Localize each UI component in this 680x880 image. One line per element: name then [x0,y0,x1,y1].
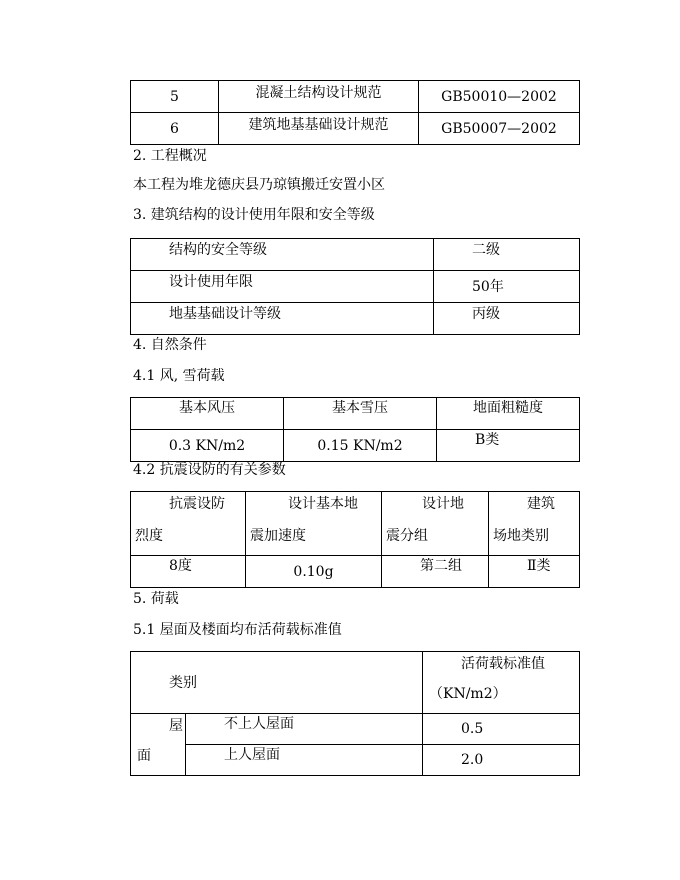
section-heading-5-1: 5.1 屋面及楼面均布活荷载标准值 [133,622,342,638]
table-row [131,239,580,271]
code-name: 建筑地基基础设计规范 [219,113,419,145]
safety-table [130,238,580,335]
section-heading-4: 4. 自然条件 [133,337,207,353]
wind-snow-value: 0.15 KN/m2 [284,430,437,462]
live-load-table [130,651,580,776]
code-no: 6 [131,113,219,145]
wind-snow-header: 基本风压 [131,398,284,430]
seismic-header-line1: 设计基本地 [288,496,358,512]
load-category-header: 类别 [131,652,423,714]
section-heading-3: 3. 建筑结构的设计使用年限和安全等级 [133,207,375,223]
table-row [131,430,580,462]
table-row [131,81,580,113]
section-heading-5: 5. 荷载 [133,591,179,607]
load-item-value: 2.0 [423,745,580,776]
load-value-header-line1: 活荷载标准值 [461,656,545,672]
project-overview-text: 本工程为堆龙德庆县乃琼镇搬迁安置小区 [133,177,385,193]
safety-value: 50年 [434,271,580,303]
load-value-header-line2: （KN/m2） [429,686,507,702]
seismic-table [130,491,580,588]
seismic-header [246,492,382,556]
section-heading-4-2: 4.2 抗震设防的有关参数 [133,462,286,478]
safety-label: 设计使用年限 [131,271,434,303]
wind-snow-value: 0.3 KN/m2 [131,430,284,462]
table-row [131,271,580,303]
code-number: GB50010—2002 [419,81,580,113]
seismic-value: 8度 [131,556,246,588]
table-row [131,714,580,745]
code-name: 混凝土结构设计规范 [219,81,419,113]
section-heading-2: 2. 工程概况 [133,148,207,164]
safety-label: 地基基础设计等级 [131,303,434,335]
seismic-header-line2: 场地类别 [493,528,549,544]
seismic-value: 0.10g [246,556,382,588]
code-number: GB50007—2002 [419,113,580,145]
seismic-value: 第二组 [382,556,489,588]
load-group-cell [131,714,186,776]
seismic-header [489,492,580,556]
safety-value: 二级 [434,239,580,271]
load-item-label: 不上人屋面 [186,714,423,745]
load-group-line1: 屋 [169,718,183,734]
seismic-header-line2: 烈度 [135,528,163,544]
wind-snow-table [130,397,580,462]
seismic-header-line2: 震加速度 [250,528,306,544]
table-row [131,113,580,145]
seismic-header-line1: 抗震设防 [169,496,225,512]
load-group-line2: 面 [137,748,151,764]
safety-label: 结构的安全等级 [131,239,434,271]
load-item-value: 0.5 [423,714,580,745]
table-row [131,556,580,588]
code-no: 5 [131,81,219,113]
wind-snow-header: 基本雪压 [284,398,437,430]
table-row [131,398,580,430]
seismic-header [382,492,489,556]
table-row [131,745,580,776]
safety-value: 丙级 [434,303,580,335]
table-row [131,303,580,335]
load-item-label: 上人屋面 [186,745,423,776]
seismic-header-line2: 震分组 [386,528,428,544]
table-row [131,652,580,714]
seismic-header-line1: 建筑 [527,496,555,512]
wind-snow-value: B类 [437,430,580,462]
section-heading-4-1: 4.1 风, 雪荷载 [133,368,225,384]
code-table [130,80,580,145]
wind-snow-header: 地面粗糙度 [437,398,580,430]
seismic-header [131,492,246,556]
table-row [131,492,580,556]
load-value-header [423,652,580,714]
seismic-header-line1: 设计地 [422,496,464,512]
seismic-value: Ⅱ类 [489,556,580,588]
